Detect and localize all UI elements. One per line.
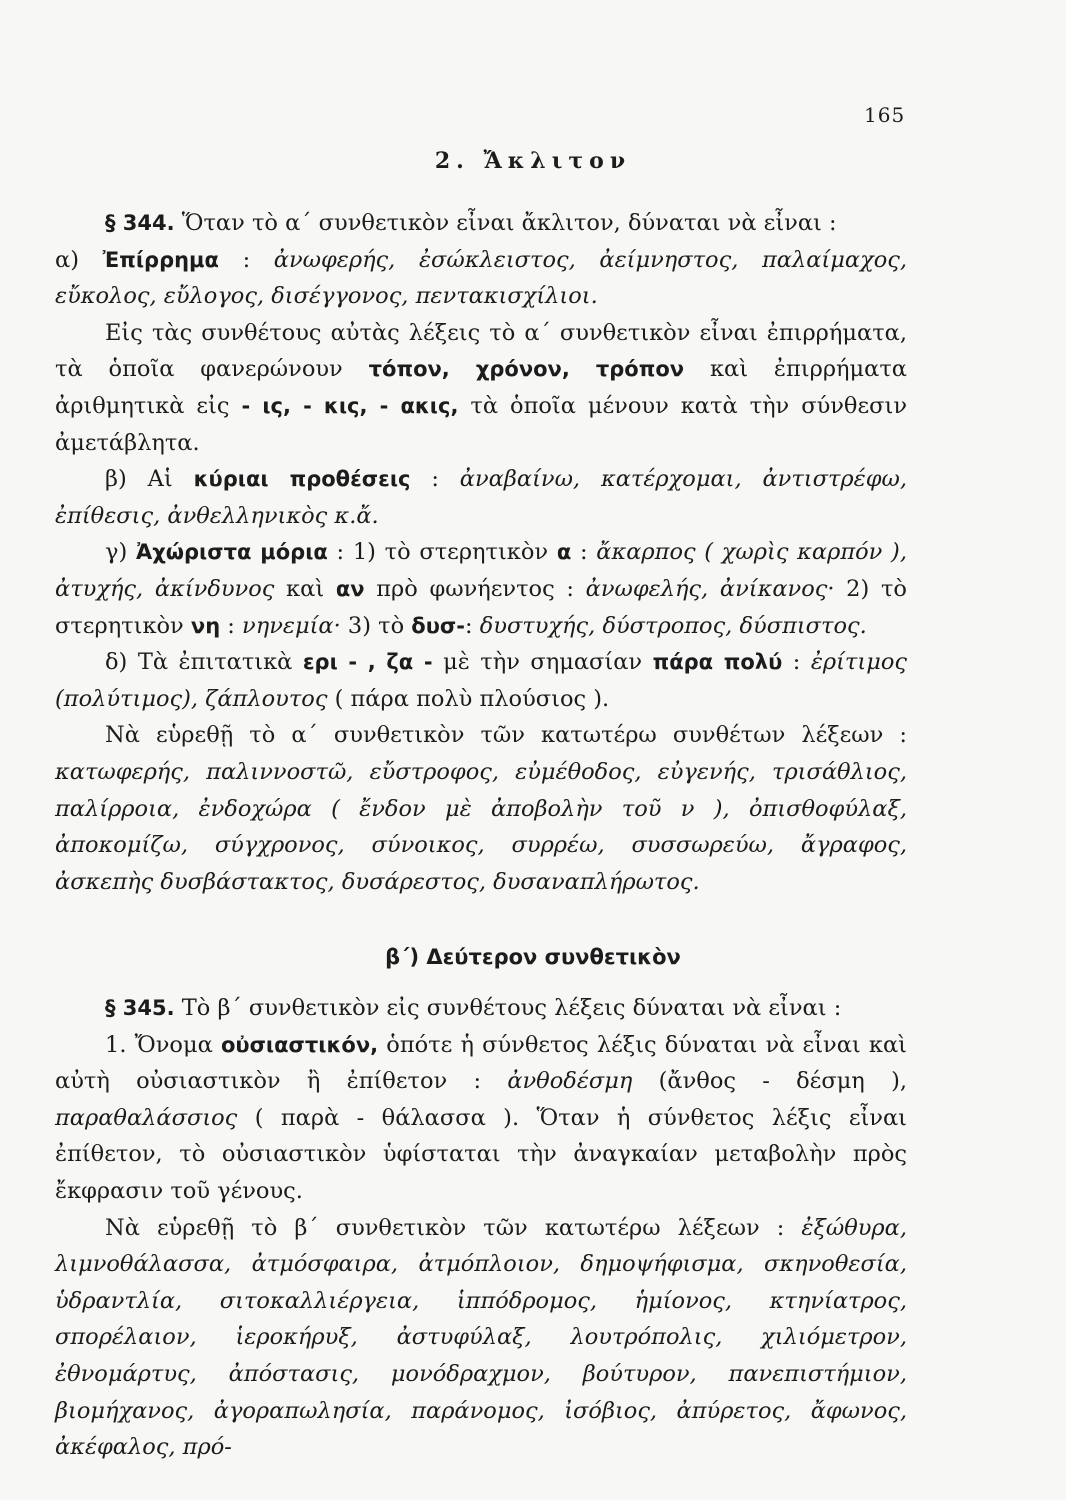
- exercise-1-intro: Νὰ εὑρεθῇ τὸ α΄ συνθετικὸν τῶν κατωτέρω συνθέτων λέξεων :: [105, 722, 907, 749]
- note-suffixes: - ις, - κις, - ακις,: [241, 393, 459, 418]
- paragraph-item-1: [55, 1027, 907, 1210]
- item-d-examples: ἐρίτιμος (πολύτιμος), ζάπλουτος: [55, 649, 907, 712]
- item-1-example: ἀνθοδέσμη: [507, 1068, 633, 1095]
- section-number: § 344.: [105, 211, 175, 235]
- item-1-example-gloss: (ἄνθος - δέσμη ),: [632, 1068, 907, 1095]
- note-text: Εἰς τὰς συνθέτους αὐτὰς λέξεις τὸ α΄ συνθετικὸν εἶναι ἐπιρρήματα, τὰ ὁποῖα φανερώνουν: [55, 319, 907, 383]
- item-c-3: 3) τὸ: [340, 612, 412, 639]
- item-c-1-and: καὶ: [274, 575, 336, 602]
- item-1-text: ὁπότε ἡ σύνθετος λέξις δύναται νὰ εἶναι καὶ αὐτὴ οὐσιαστικὸν ἢ ἐπίθετον :: [55, 1031, 907, 1095]
- item-c-label: γ): [105, 539, 136, 566]
- section-344: [55, 205, 907, 900]
- exercise-1-words: κατωφερής, παλιννοστῶ, εὔστροφος, εὐμέθοδος, εὐγενής, τρισάθλιος, παλίρροια, ἐνδοχώρα ( ἔνδον μὲ ἀποβολὴν τοῦ ν ), ὀπισθοφύλαξ, ἀποκομίζω, σύγχρονος, σύνοικος, συρρέω, συσσωρεύω, ἄγραφος, ἀσκεπὴς δυσβάστακτος, δυσάρεστος, δυσαναπλήρωτος.: [55, 758, 907, 895]
- item-c-2: 2) τὸ στερητικὸν: [55, 575, 907, 639]
- item-a-term: Ἐπίρρημα: [102, 247, 219, 272]
- paragraph-a-note: [55, 315, 907, 461]
- item-c-1: 1) τὸ στερητικὸν: [352, 539, 557, 566]
- section-345: [55, 990, 907, 1466]
- item-c-1-an: αν: [335, 576, 365, 601]
- section-title: 2. Ἄκλιτον: [434, 148, 632, 174]
- item-a-examples: ἀνωφερής, ἐσώκλειστος, ἀείμνηστος, παλαίμαχος, εὔκολος, εὔλογος, δισέγγονος, πεντακισχίλιοι.: [55, 246, 908, 310]
- paragraph-b: β) Αἱ κύριαι προθέσεις : ἀναβαίνω, κατέρχομαι, ἀντιστρέφω, ἐπίθεσις, ἀνθελληνικὸς κ.ἄ.: [55, 466, 907, 529]
- item-c-2-example: νηνεμία·: [242, 612, 341, 639]
- note-mid: καὶ ἐπιρρήματα ἀριθμητικὰ εἰς: [55, 356, 907, 419]
- item-1-term: οὐσιαστικόν,: [220, 1032, 379, 1057]
- item-b-term: κύριαι προθέσεις: [193, 467, 411, 492]
- item-c-3-term: δυσ-: [411, 613, 465, 638]
- item-c-1-rest: πρὸ φωνήεντος :: [364, 575, 586, 602]
- exercise-2-words: ἐξώθυρα, λιμνοθάλασσα, ἀτμόσφαιρα, ἀτμόπλοιον, δημοψήφισμα, σκηνοθεσία, ὑδραντλία, σιτοκαλλιέργεια, ἱππόδρομος, ἡμίονος, κτηνίατρος, σπορέλαιον, ἱεροκήρυξ, ἀστυφύλαξ, λουτρόπολις, χιλιόμετρον, ἐθνομάρτυς, ἀπόστασις, μονόδραχμον, βούτυρον, πανεπιστήμιον, βιομήχανος, ἀγοραπωλησία, παράνομος, ἰσόβιος, ἀπύρετος, ἄφωνος, ἀκέφαλος, πρό-: [55, 1214, 907, 1461]
- sub-heading: β΄) Δεύτερον συνθετικὸν: [385, 945, 681, 969]
- note-terms: τόπον, χρόνον, τρόπον: [368, 357, 685, 382]
- item-1-example-2-gloss: ( παρὰ - θάλασσα ). Ὅταν ἡ σύνθετος λέξις εἶναι ἐπίθετον, τὸ οὐσιαστικὸν ὑφίσταται τὴν ἀναγκαίαν μεταβολὴν πρὸς ἔκφρασιν τοῦ γένους.: [55, 1104, 907, 1204]
- item-1-example-2: παραθαλάσσιος: [55, 1104, 238, 1131]
- item-1-label: 1. Ὄνομα: [105, 1031, 221, 1058]
- note-end: τὰ ὁποῖα μένουν κατὰ τὴν σύνθεσιν ἀμετάβλητα.: [55, 392, 907, 456]
- paragraph-d: δ) Τὰ ἐπιτατικὰ ερι - , ζα - μὲ τὴν σημασίαν πάρα πολύ : ἐρίτιμος (πολύτιμος), ζάπλουτος ( πάρα πολὺ πλούσιος ).: [55, 649, 907, 712]
- item-c-term: Ἀχώριστα μόρια: [135, 540, 328, 565]
- section-number-345: § 345.: [105, 996, 175, 1020]
- item-c-1-term: α: [556, 540, 572, 565]
- item-c-3-examples: δυστυχής, δύστροπος, δύσπιστος.: [479, 612, 867, 639]
- paragraph-exercise-2: [55, 1210, 907, 1466]
- paragraph-345-intro: [55, 990, 907, 1027]
- intro-345: Τὸ β΄ συνθετικὸν εἰς συνθέτους λέξεις δύναται νὰ εἶναι :: [181, 995, 842, 1021]
- paragraph-c: γ) Ἀχώριστα μόρια : 1) τὸ στερητικὸν α : ἄκαρπος ( χωρὶς καρπόν ), ἀτυχής, ἀκίνδυνος καὶ αν πρὸ φωνήεντος : ἀνωφελής, ἀνίκανος· 2) τὸ στερητικὸν νη : νηνεμία· 3) τὸ δυσ-: δυστυχής, δύστροπος, δύσπιστος.: [55, 539, 907, 639]
- paragraph-344-intro: § 344. Ὅταν τὸ α΄ συνθετικὸν εἶναι ἄκλιτον, δύναται νὰ εἶναι : α) Ἐπίρρημα : ἀνωφερής, ἐσώκλειστος, ἀείμνηστος, παλαίμαχος, εὔκολος, εὔλογος, δισέγγονος, πεντακισχίλιοι.: [55, 210, 908, 310]
- intro-text: Ὅταν τὸ α΄ συνθετικὸν εἶναι ἄκλιτον, δύναται νὰ εἶναι :: [181, 210, 837, 236]
- page-number: 165: [864, 103, 906, 127]
- item-c-2-term: νη: [190, 613, 221, 638]
- item-c-1-examples-2: ἀνωφελής, ἀνίκανος·: [585, 575, 835, 602]
- item-c-1-examples: ἄκαρπος ( χωρὶς καρπόν ), ἀτυχής, ἀκίνδυνος: [55, 539, 907, 602]
- paragraph-exercise-1: [55, 717, 907, 900]
- item-a-label: α): [55, 246, 103, 273]
- item-d-mid: μὲ τὴν σημασίαν: [432, 649, 653, 676]
- exercise-2-intro: Νὰ εὑρεθῇ τὸ β΄ συνθετικὸν τῶν κατωτέρω λέξεων :: [105, 1214, 802, 1241]
- item-b-label: β) Αἱ: [105, 466, 194, 493]
- item-b-examples: ἀναβαίνω, κατέρχομαι, ἀντιστρέφω, ἐπίθεσις, ἀνθελληνικὸς κ.ἄ.: [55, 466, 907, 529]
- item-d-label: δ) Τὰ ἐπιτατικὰ: [105, 649, 303, 676]
- item-d-gloss: ( πάρα πολὺ πλούσιος ).: [327, 685, 610, 712]
- item-d-term-2: πάρα πολύ: [652, 650, 783, 675]
- item-d-term: ερι - , ζα -: [302, 650, 433, 675]
